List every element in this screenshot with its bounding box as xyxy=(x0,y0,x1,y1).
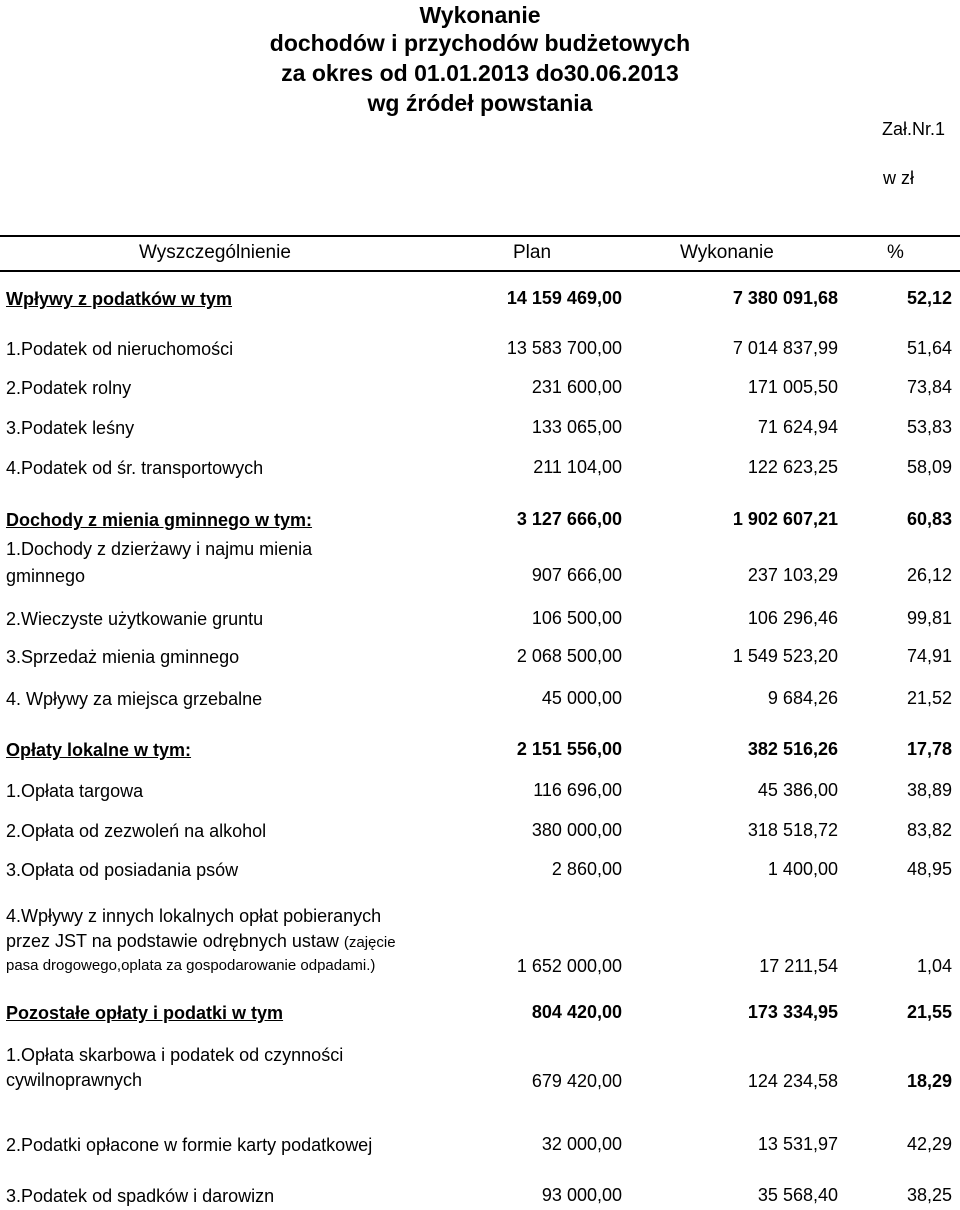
row-name: Dochody z mienia gminnego w tym: xyxy=(6,510,313,530)
row-plan: 116 696,00 xyxy=(533,780,622,800)
row-percent: 60,83 xyxy=(906,509,952,529)
row-plan: 2 860,00 xyxy=(551,859,622,879)
header-plan: Plan xyxy=(513,242,552,263)
row-execution: 237 103,29 xyxy=(747,565,838,585)
row-name: 2.Podatek rolny xyxy=(6,378,132,398)
row-name-line-2: cywilnoprawnych xyxy=(6,1070,143,1090)
row-name-line-1: 1.Dochody z dzierżawy i najmu mienia xyxy=(6,539,313,559)
row-name-line-2 xyxy=(6,930,486,954)
row-execution: 71 624,94 xyxy=(757,417,838,437)
row-name: 4. Wpływy za miejsca grzebalne xyxy=(6,689,263,709)
row-name: 1.Opłata targowa xyxy=(6,781,144,801)
row-plan: 106 500,00 xyxy=(531,608,622,628)
row-percent: 38,89 xyxy=(906,780,952,800)
row-execution: 124 234,58 xyxy=(747,1071,838,1091)
header-execution: Wykonanie xyxy=(680,242,774,263)
row-execution: 1 400,00 xyxy=(767,859,838,879)
row-name: 1.Podatek od nieruchomości xyxy=(6,339,234,359)
row-percent: 42,29 xyxy=(906,1134,952,1154)
row-plan: 380 000,00 xyxy=(531,820,622,840)
row-execution: 45 386,00 xyxy=(757,780,838,800)
row-name: 4.Podatek od śr. transportowych xyxy=(6,458,264,478)
row-execution: 318 518,72 xyxy=(747,820,838,840)
row-percent: 38,25 xyxy=(906,1185,952,1205)
row-plan: 1 652 000,00 xyxy=(516,956,622,976)
attachment-number: Zał.Nr.1 xyxy=(882,119,946,139)
row-name: 2.Opłata od zezwoleń na alkohol xyxy=(6,821,267,841)
row-plan: 679 420,00 xyxy=(531,1071,622,1091)
row-plan: 45 000,00 xyxy=(541,688,622,708)
row-execution: 173 334,95 xyxy=(747,1002,838,1022)
row-percent: 53,83 xyxy=(906,417,952,437)
row-execution: 17 211,54 xyxy=(759,956,838,976)
row-percent: 83,82 xyxy=(906,820,952,840)
row-execution: 13 531,97 xyxy=(757,1134,838,1154)
row-percent: 99,81 xyxy=(906,608,952,628)
row-name-line-2: gminnego xyxy=(6,566,86,586)
row-percent: 18,29 xyxy=(906,1071,952,1091)
row-plan: 3 127 666,00 xyxy=(516,509,622,529)
row-name-line-1: 4.Wpływy z innych lokalnych opłat pobieranych xyxy=(6,906,382,926)
row-name-line-1: 1.Opłata skarbowa i podatek od czynności xyxy=(6,1045,344,1065)
header-top-rule xyxy=(0,235,960,237)
row-percent: 58,09 xyxy=(906,457,952,477)
row-name: Pozostałe opłaty i podatki w tym xyxy=(6,1003,284,1023)
row-percent: 1,04 xyxy=(916,956,952,976)
title-line-4: wg źródeł powstania xyxy=(367,90,593,116)
row-name-line-2-note: (zajęcie xyxy=(343,934,396,951)
row-plan: 13 583 700,00 xyxy=(506,338,622,358)
row-execution: 122 623,25 xyxy=(747,457,838,477)
row-execution: 1 902 607,21 xyxy=(732,509,838,529)
header-description: Wyszczególnienie xyxy=(139,242,291,263)
row-execution: 7 014 837,99 xyxy=(732,338,838,358)
row-percent: 21,55 xyxy=(906,1002,952,1022)
row-percent: 17,78 xyxy=(906,739,952,759)
row-name: 3.Sprzedaż mienia gminnego xyxy=(6,647,240,667)
row-name: 3.Opłata od posiadania psów xyxy=(6,860,239,880)
row-execution: 382 516,26 xyxy=(747,739,838,759)
row-percent: 48,95 xyxy=(906,859,952,879)
row-name-line-3: pasa drogowego,oplata za gospodarowanie odpadami.) xyxy=(6,957,376,974)
row-percent: 73,84 xyxy=(906,377,952,397)
header-percent: % xyxy=(887,242,904,263)
title-line-1: Wykonanie xyxy=(419,2,541,28)
row-plan: 32 000,00 xyxy=(541,1134,622,1154)
row-percent: 26,12 xyxy=(906,565,952,585)
row-plan: 93 000,00 xyxy=(541,1185,622,1205)
row-execution: 1 549 523,20 xyxy=(732,646,838,666)
row-percent: 51,64 xyxy=(906,338,952,358)
row-percent: 52,12 xyxy=(906,288,952,308)
header-bottom-rule xyxy=(0,270,960,272)
row-execution: 7 380 091,68 xyxy=(732,288,838,308)
row-name-line-2-main: przez JST na podstawie odrębnych ustaw xyxy=(6,931,339,951)
row-execution: 106 296,46 xyxy=(747,608,838,628)
row-execution: 35 568,40 xyxy=(757,1185,838,1205)
row-execution: 171 005,50 xyxy=(747,377,838,397)
row-name: Wpływy z podatków w tym xyxy=(6,289,233,309)
row-execution: 9 684,26 xyxy=(767,688,838,708)
row-plan: 211 104,00 xyxy=(533,457,622,477)
row-plan: 2 151 556,00 xyxy=(516,739,622,759)
row-plan: 231 600,00 xyxy=(531,377,622,397)
row-plan: 907 666,00 xyxy=(531,565,622,585)
row-name: Opłaty lokalne w tym: xyxy=(6,740,192,760)
title-line-3: za okres od 01.01.2013 do30.06.2013 xyxy=(281,60,679,86)
row-name: 3.Podatek leśny xyxy=(6,418,135,438)
row-name: 2.Podatki opłacone w formie karty podatkowej xyxy=(6,1135,373,1155)
row-plan: 804 420,00 xyxy=(531,1002,622,1022)
title-line-2: dochodów i przychodów budżetowych xyxy=(269,30,691,56)
row-plan: 14 159 469,00 xyxy=(506,288,622,308)
row-plan: 133 065,00 xyxy=(531,417,622,437)
row-name: 3.Podatek od spadków i darowizn xyxy=(6,1186,275,1206)
unit-label: w zł xyxy=(883,168,914,188)
row-percent: 74,91 xyxy=(906,646,952,666)
row-plan: 2 068 500,00 xyxy=(516,646,622,666)
row-name: 2.Wieczyste użytkowanie gruntu xyxy=(6,609,264,629)
row-percent: 21,52 xyxy=(906,688,952,708)
